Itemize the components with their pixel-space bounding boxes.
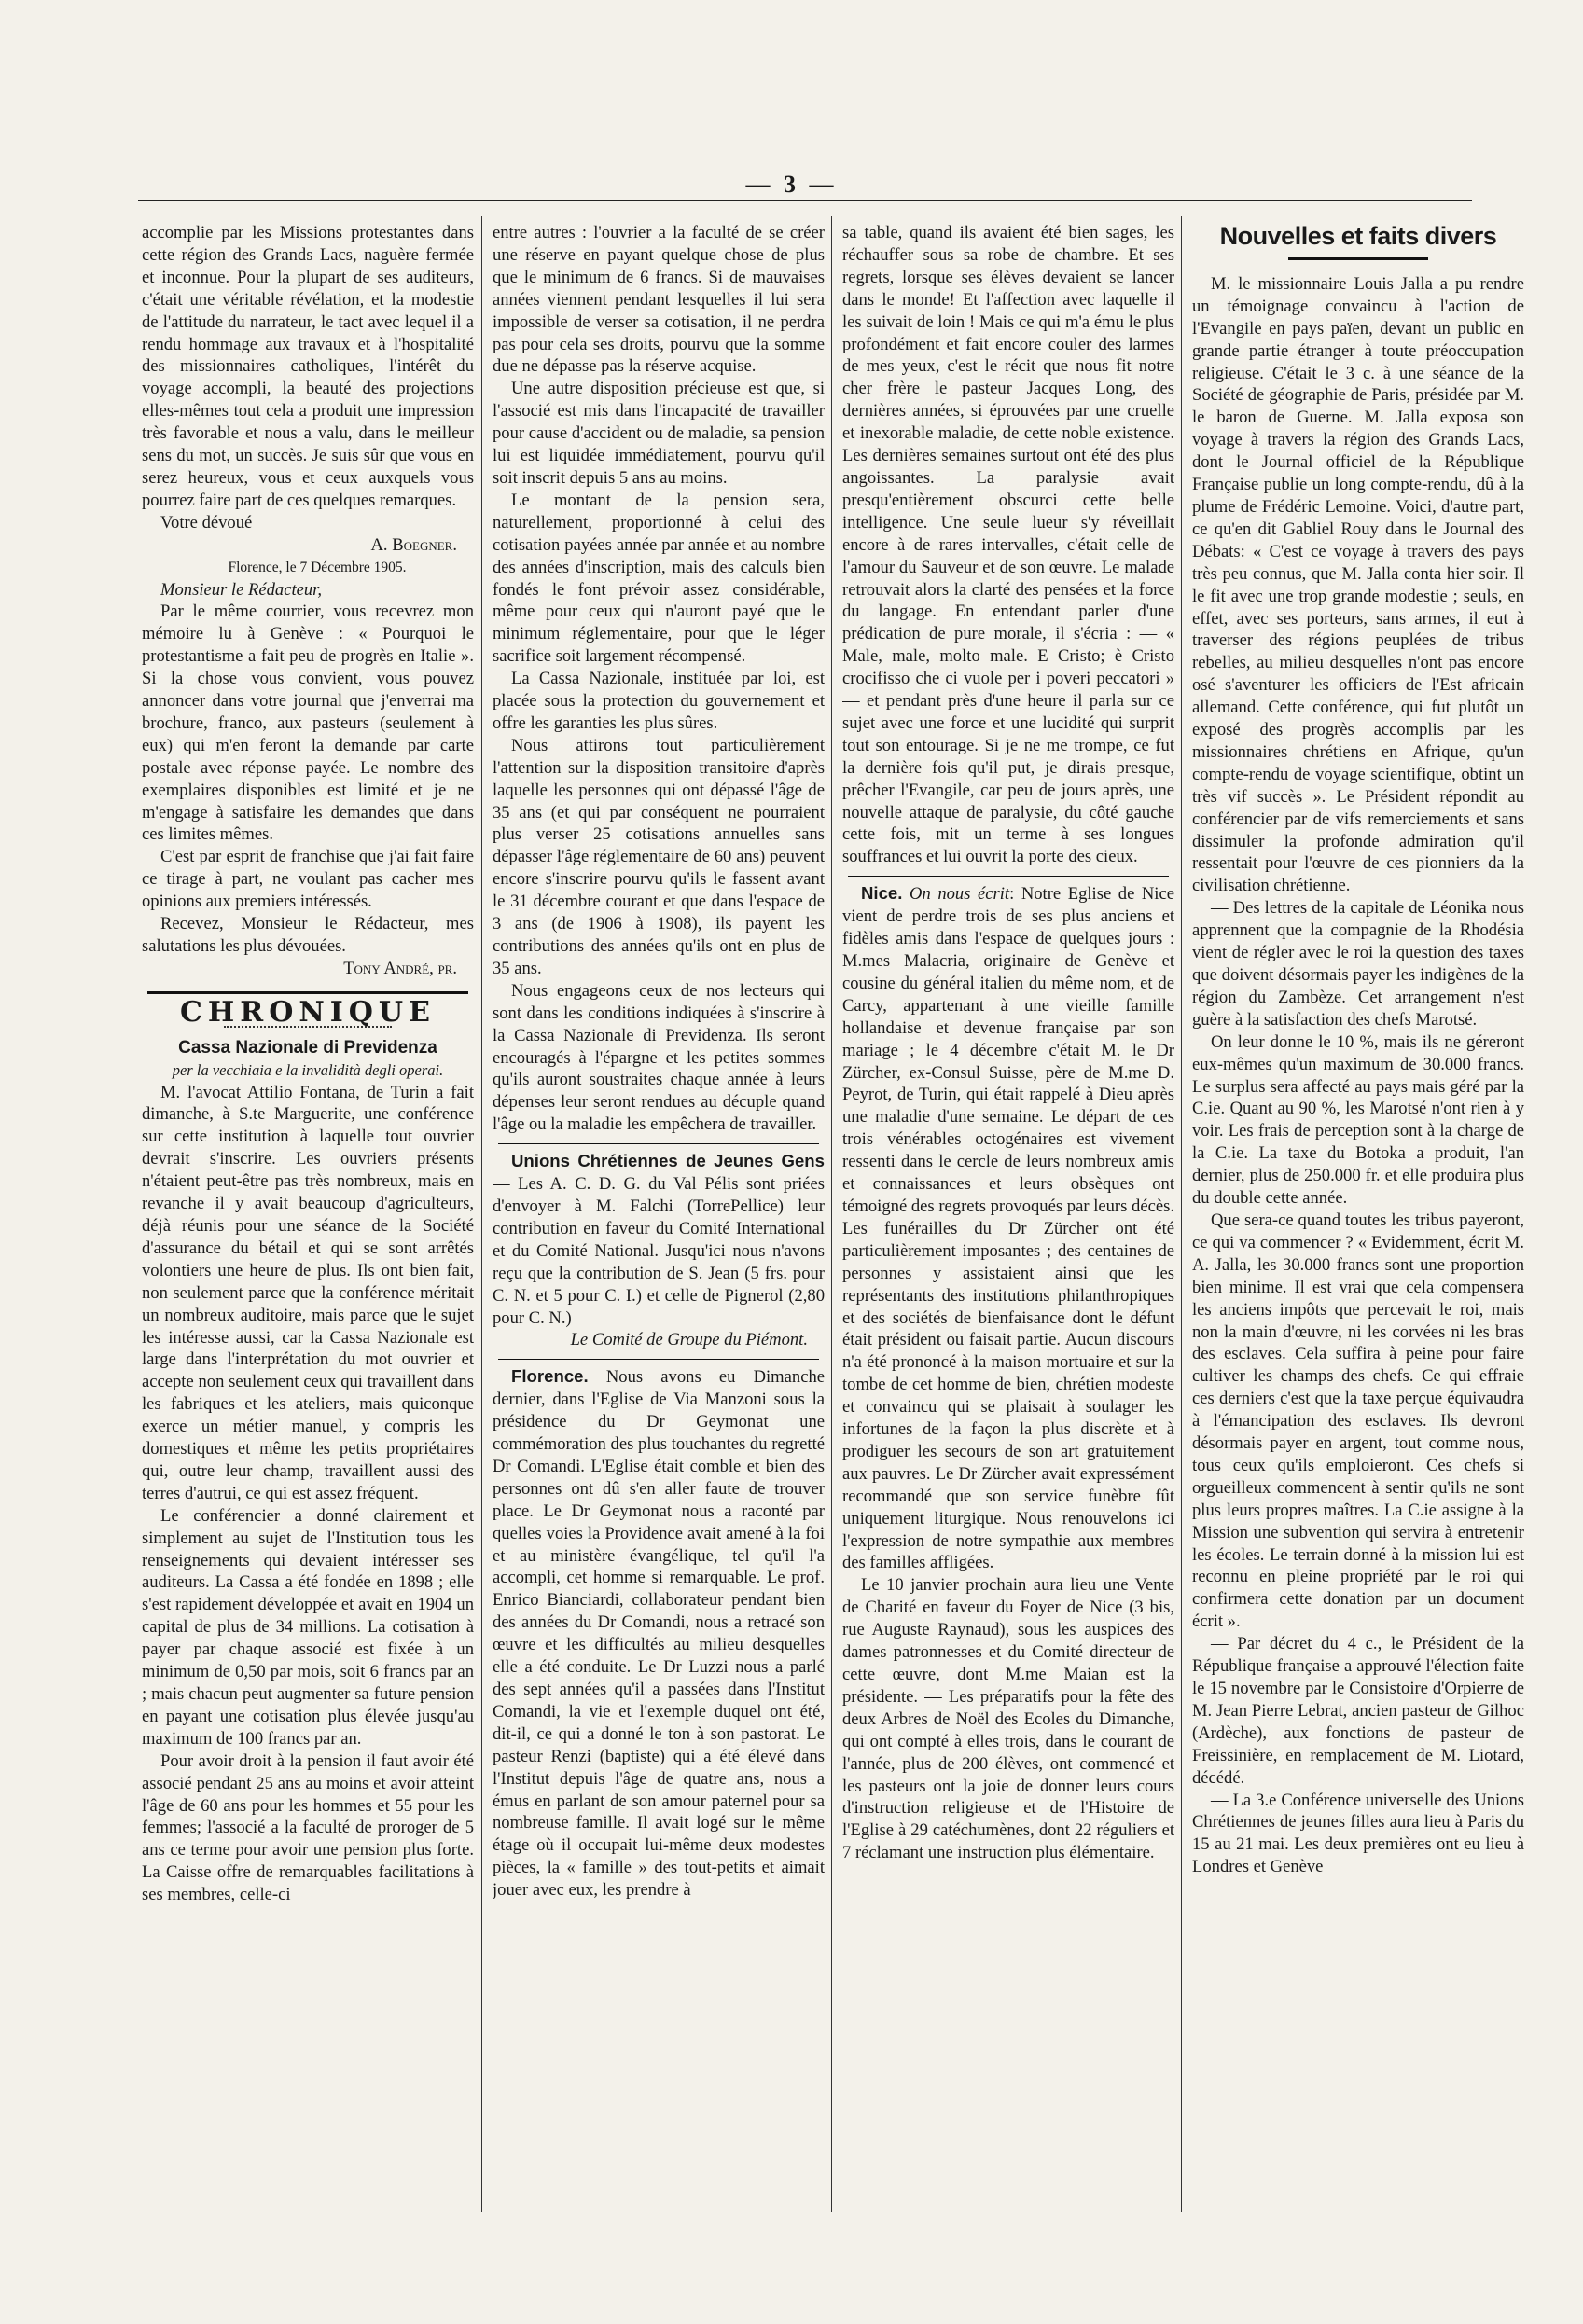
- paragraph: Nous engageons ceux de nos lecteurs qui sont dans les conditions indiquées à s'inscrire à la Cassa Nazionale di Previdenza. Ils seront encouragés à l'épargne et les petites sommes qu'ils auront soustraites chaque année à leurs dépenses leur seront rendues au décuple quand l'âge ou la maladie les empêchera de travailler.: [493, 980, 825, 1135]
- article-title: Cassa Nazionale di Previdenza: [178, 1037, 437, 1058]
- paragraph: sa table, quand ils avaient été bien sages, les réchauffer sous sa robe de chambre. Et ses regrets, lorsque ses élèves devaient se lancer dans le monde! Et l'affection avec laquelle il les suivait de loin ! Mais ce qui m'a ému le plus profondément et fait encore couler des larmes de mes yeux, c'est le récit que nous fit notre cher frère le pasteur Jacques Long, des dernières années, si éprouvées par une cruelle et inexorable maladie, de cette noble existence. Les dernières semaines surtout ont été des plus angoissantes. La paralysie avait presqu'entièrement obscurci cette belle intelligence. Une seule lueur s'y réveillait encore à de rares intervalles, c'était celle de l'amour du Sauveur et de son œuvre. Le malade retrouvait alors la clarté des pensées et la force du langage. En entendant parler d'une prédication de pure morale, il s'écria : — « Male, male, molto male. E Cristo; è Cristo crocifisso che ci vuole per i poveri peccatori » — et pendant près d'une heure il parla sur ce sujet avec une force et une lucidité qui surprit tout son entourage. Si je ne me trompe, ce fut la dernière fois qu'il put, je dirais presque, prêcher l'Evangile, car peu de jours après, une nouvelle attaque de paralysie, du côté gauche cette fois, mit un terme à ses longues souffrances et lui ouvrit la porte des cieux.: [842, 223, 1174, 867]
- paragraph: Pour avoir droit à la pension il faut avoir été associé pendant 25 ans au moins et avoir atteint l'âge de 60 ans pour les hommes et 55 pour les femmes; l'associé a la faculté de proroger de 5 ans ce terme pour avoir une pension plus forte. La Caisse offre de remarquables facilitations à ses membres, celle-ci: [142, 1750, 474, 1905]
- paragraph: Le 10 janvier prochain aura lieu une Vente de Charité en faveur du Foyer de Nice (3 bis, rue Auguste Raynaud), sous les auspices des dames patronnesses et du Comité directeur de cette œuvre, dont M.me Maian est la présidente. — Les préparatifs pour la fête des deux Arbres de Noël des Ecoles du Dimanche, qui ont compté à elles trois, dans le courant de l'année, plus de 200 élèves, ont commencé et les pasteurs ont la joie de donner leurs cours d'instruction religieuse et de l'Histoire de l'Eglise à 29 catéchumènes, dont 22 réguliers et 7 réclamant une instruction plus élémentaire.: [842, 1575, 1174, 1863]
- column-4: [1192, 222, 1524, 2255]
- section-rule: [848, 876, 1169, 877]
- paragraph: Nous avons eu Dimanche dernier, dans l'Eglise de Via Manzoni sous la présidence du Dr Geymonat une commémoration des plus touchantes du regretté Dr Comandi. L'Eglise était comble et bien des personnes ont dû s'en aller faute de trouver place. Le Dr Geymonat nous a raconté par quelles voies la Providence avait amené à la foi et au ministère évangélique, tel qu'il l'a accompli, cet homme si remarquable. Le prof. Enrico Bianciardi, collaborateur pendant bien des années du Dr Comandi, nous a retracé son œuvre et les difficultés au milieu desquelles elle a été conduite. Le Dr Luzzi nous a parlé des sept années qu'il a passées dans l'Institut Comandi, la vie et l'exemple duquel ont été, dit-il, ce qui a donné le ton à son pastorat. Le pasteur Renzi (baptiste) qui a été élevé dans l'Institut depuis l'âge de quatre ans, nous a émus en parlant de son amour paternel pour sa nombreuse famille. Il avait logé sur le même étage où il occupait lui-même deux modestes pièces, la « famille » des tout-petits et aimait jouer avec eux, les prendre à: [493, 1367, 825, 1901]
- page-number: — 3 —: [745, 171, 838, 198]
- section-rule: [147, 991, 468, 994]
- section-rule: [498, 1143, 819, 1144]
- article-title: Florence.: [511, 1366, 589, 1387]
- signature: Le Comité de Groupe du Piémont.: [570, 1330, 808, 1350]
- section-heading: Nouvelles et faits divers: [1219, 222, 1497, 250]
- article-title: Nice.: [861, 883, 903, 904]
- dateline: Florence, le 7 Décembre 1905.: [228, 559, 407, 575]
- column-2: [493, 222, 825, 2255]
- paragraph: entre autres : l'ouvrier a la faculté de se créer une réserve en payant quelque chose de plus que le minimum de 6 francs. Si de mauvaises années viennent pendant lesquelles il lui sera impossible de verser sa cotisation, il ne perdra pas pour cela ses droits, pourvu que la somme due ne dépasse pas la réserve acquise.: [493, 223, 825, 377]
- header-rule: [138, 200, 1472, 201]
- paragraph: accomplie par les Missions protestantes dans cette région des Grands Lacs, naguère fermée et inconnue. Pour la plupart de ses auditeurs, c'était une véritable révélation, et la modestie de l'attitude du narrateur, le tact avec lequel il a rendu hommage aux travaux et à l'hospitalité des missionnaires catholiques, l'intérêt du voyage accompli, la beauté des projections elles-mêmes tout cela a produit une impression très favorable et nous a valu, dans le meilleur sens du mot, un succès. Je suis sûr que vous en serez heureux, vous et ceux auxquels vous pourrez faire part de ces quelques remarques.: [142, 223, 474, 510]
- paragraph: Par le même courrier, vous recevrez mon mémoire lu à Genève : « Pourquoi le protestantisme a fait peu de progrès en Italie ». Si la chose vous convient, vous pouvez annoncer dans votre journal que j'enverrai ma brochure, franco, aux pasteurs (seulement à eux) qui m'en feront la demande par carte postale avec réponse payée. Le nombre des exemplaires disponibles est limité et je ne m'engage à satisfaire les demandes que dans ces limites mêmes.: [142, 602, 474, 845]
- paragraph: Que sera-ce quand toutes les tribus payeront, ce qui va commencer ? « Evidemment, écrit M. A. Jalla, les 30.000 francs sont une proportion bien minime. Il est vrai que cela compensera les anciens impôts que percevait le roi, mais non la main d'œuvre, ni les corvées ni les bras des esclaves. Cela suffira à peine pour faire cultiver les champs des chefs. Ce qui effraie ces derniers c'est que la taxe perçue équivaudra à l'émancipation des esclaves. Ils devront désormais payer en argent, tout comme nous, tous ceux qu'ils emploieront. Ces chefs si orgueilleux commencent à sentir qu'ils ne sont plus leurs propres maîtres. La C.ie assigne à la Mission une subvention qui servira à entretenir les écoles. Le terrain donné à la mission lui est reconnu en pleine propriété par le roi qui confirmera cette donation par un document écrit ».: [1192, 1210, 1524, 1632]
- paragraph: M. l'avocat Attilio Fontana, de Turin a fait dimanche, à S.te Marguerite, une conférence sur cette institution à laquelle tout ouvrier devrait s'inscrire. Les ouvriers présents n'étaient peut-être pas très nombreux, mais en revanche il y avait beaucoup d'agriculteurs, déjà réunis pour une séance de la Société d'assurance du bétail et qui se sont arrêtés volontiers une heure de plus. Ils ont bien fait, non seulement parce que la conférence méritait un nombreux auditoire, mais parce que le sujet les intéresse aussi, car la Cassa Nazionale est large dans l'interprétation du mot ouvrier et accepte non seulement ceux qui travaillent dans les fabriques et les ateliers, mais quiconque exerce un métier manuel, y compris les domestiques et même les petits propriétaires qui, outre leur champ, travaillent aussi des terres d'autrui, ce qui est assez fréquent.: [142, 1082, 474, 1503]
- column-3: [842, 222, 1174, 2255]
- paragraph: Une autre disposition précieuse est que, si l'associé est mis dans l'incapacité de travailler pour cause d'accident ou de maladie, sa pension lui est liquidée immédiatement, pourvu qu'il soit inscrit depuis 5 ans au moins.: [493, 379, 825, 488]
- paragraph: Le montant de la pension sera, naturellement, proportionné à celui des cotisation payées année par année et au nombre des années d'inscription, mais des calculs bien fondés le font prévoir assez considérable, même pour ceux qui n'auront payé que le minimum réglementaire, pour que le léger sacrifice soit largement récompensé.: [493, 490, 825, 667]
- paragraph: — Par décret du 4 c., le Président de la République française a approuvé l'élection faite le 15 novembre par le Consistoire d'Orpierre de M. Jean Pierre Lebrat, ancien pasteur de Gilhoc (Ardèche), aux fonctions de pasteur de Freissinière, en remplacement de M. Liotard, décédé.: [1192, 1634, 1524, 1788]
- section-rule: [498, 1359, 819, 1360]
- chronique-heading: CHRONIQUE: [180, 995, 436, 1029]
- column-divider: [1181, 216, 1182, 2212]
- paragraph: C'est par esprit de franchise que j'ai fait faire ce tirage à part, ne voulant pas cacher mes opinions aux premiers intéressés.: [142, 847, 474, 912]
- paragraph: : Notre Eglise de Nice vient de perdre trois de ses plus anciens et fidèles amis dans l'espace de quelques jours : M.mes Malacria, originaire de Genève et cousine du général italien du même nom, et de Carcy, appartenant à une vieille famille hollandaise et devenue française par son mariage ; le 4 décembre c'était M. le Dr Zürcher, ex-Consul Suisse, père de M.me D. Peyrot, de Turin, qui était rappelé à Dieu après une maladie d'une semaine. Le départ de ces trois vénérables octogénaires est vivement ressenti dans le cercle de leurs nombreux amis et connaissances et leurs obsèques ont témoigné des regrets provoqués par leurs décès. Les funérailles du Dr Zürcher ont été particulièrement imposantes ; des centaines de personnes y assistaient ainsi que les représentants des institutions philanthropiques et des sociétés de bienfaisance dont le défunt était président ou faisait partie. Aucun discours n'a été prononcé à la maison mortuaire et sur la tombe de cet homme de bien, chrétien modeste et convaincu qui se plaisait à soulager les infortunes de la façon la plus discrète et à prodiguer les secours de son art gratuitement aux pauvres. Le Dr Zürcher avait expressément recommandé que son service funèbre fût uniquement liturgique. Nous renouvelons ici l'expression de notre sympathie aux membres des familles affligées.: [842, 884, 1174, 1573]
- heading-ornament: [1288, 257, 1428, 260]
- paragraph: Le conférencier a donné clairement et simplement au sujet de l'Institution tous les renseignements qui devaient intéresser ses auditeurs. La Cassa a été fondée en 1898 ; elle s'est rapidement développée et avait en 1904 un capital de plus de 34 millions. La cotisation à payer par chaque associé est fixée à un minimum de 0,50 par mois, soit 6 francs par an ; mais chacun peut augmenter sa future pension en payant une cotisation plus élevée jusqu'au maximum de 100 francs par an.: [142, 1505, 474, 1749]
- paragraph: Recevez, Monsieur le Rédacteur, mes salutations les plus dévouées.: [142, 914, 474, 956]
- paragraph: Nous attirons tout particulièrement l'attention sur la disposition transitoire d'après laquelle les personnes qui ont dépassé l'âge de 35 ans (et qui par conséquent ne pourraient plus verser 25 cotisations annuelles sans dépasser l'âge réglementaire de 60 ans) peuvent encore s'inscrire pourvu qu'ils le fassent avant le 31 décembre courant et que dans l'espace de 3 ans (de 1906 à 1908), ils payent les contributions des années qu'ils ont en plus de 35 ans.: [493, 735, 825, 978]
- signature: A. Boegner.: [370, 534, 457, 555]
- article-subtitle: per la vecchiaia e la invalidità degli operai.: [172, 1060, 444, 1079]
- paragraph: M. le missionnaire Louis Jalla a pu rendre un témoignage convaincu à l'action de l'Evangile en pays païen, devant un public en grande partie étranger à toute préoccupation religieuse. C'était le 3 c. à une séance de la Société de géographie de Paris, présidée par M. le baron de Guerne. M. Jalla exposa son voyage à travers la région des Grands Lacs, dont le Journal officiel de la République Française publie un long compte-rendu, dû à la plume de Frédéric Lemoine. Voici, d'autre part, ce qu'en dit Gabliel Rouy dans le Journal des Débats: « C'est ce voyage à travers des pays très peu connus, que M. Jalla conta hier soir. Il le fit avec une trop grande modestie ; seuls, en effet, avec ses porteurs, sans armes, il eut à traverser des régions peuplées de tribus rebelles, au milieu desquelles n'ont pas encore osé s'aventurer les officiers de l'Est africain allemand. Cette conférence, qui fut plutôt un exposé des progrès accomplis par les missionnaires chrétiens en Afrique, qu'un compte-rendu de voyage scientifique, obtint un très vif succès ». Le Président répondit au conférencier par de vifs remerciements et sans dissimuler la profonde admiration qu'il ressentait pour l'œuvre de ces pionniers da la civilisation chrétienne.: [1192, 273, 1524, 896]
- signature: Tony André, pr.: [343, 958, 457, 978]
- column-divider: [831, 216, 832, 2212]
- paragraph: — Des lettres de la capitale de Léonika nous apprennent que la compagnie de la Rhodésia vient de régler avec le roi la question des taxes que doivent désormais payer les indigènes de la région du Zambèze. Cet arrangement n'est guère à la satisfaction des chefs Marotsé.: [1192, 898, 1524, 1030]
- lead-in: On nous écrit: [910, 884, 1010, 905]
- paragraph: — Les A. C. D. G. du Val Pélis sont priées d'envoyer à M. Falchi (TorrePellice) leur contribution en faveur du Comité International et du Comité National. Jusqu'ici nous n'avons reçu que la contribution de S. Jean (5 frs. pour C. N. et 5 pour C. I.) et celle de Pignerol (2,80 pour C. N.): [493, 1174, 825, 1328]
- article-title: Unions Chrétiennes de Jeunes Gens: [511, 1151, 825, 1171]
- paragraph: La Cassa Nazionale, instituée par loi, est placée sous la protection du gouvernement et offre les garanties les plus sûres.: [493, 669, 825, 733]
- paragraph: — La 3.e Conférence universelle des Unions Chrétiennes de jeunes filles aura lieu à Paris du 15 au 21 mai. Les deux premières ont eu lieu à Londres et Genève: [1192, 1790, 1524, 1877]
- paragraph: Votre dévoué: [160, 512, 253, 533]
- paragraph: On leur donne le 10 %, mais ils ne géreront eux-mêmes qu'un maximum de 30.000 francs. Le surplus sera affecté au pays mais géré par la C.ie. Quant au 90 %, les Marotsé n'ont rien à y voir. Les frais de perception sont à la charge de la C.ie. La taxe du Botoka a produit, l'an dernier, plus de 250.000 fr. et elle produira plus du double cette année.: [1192, 1031, 1524, 1209]
- column-1: [142, 222, 474, 2255]
- column-divider: [481, 216, 482, 2212]
- salutation: Monsieur le Rédacteur,: [160, 579, 322, 600]
